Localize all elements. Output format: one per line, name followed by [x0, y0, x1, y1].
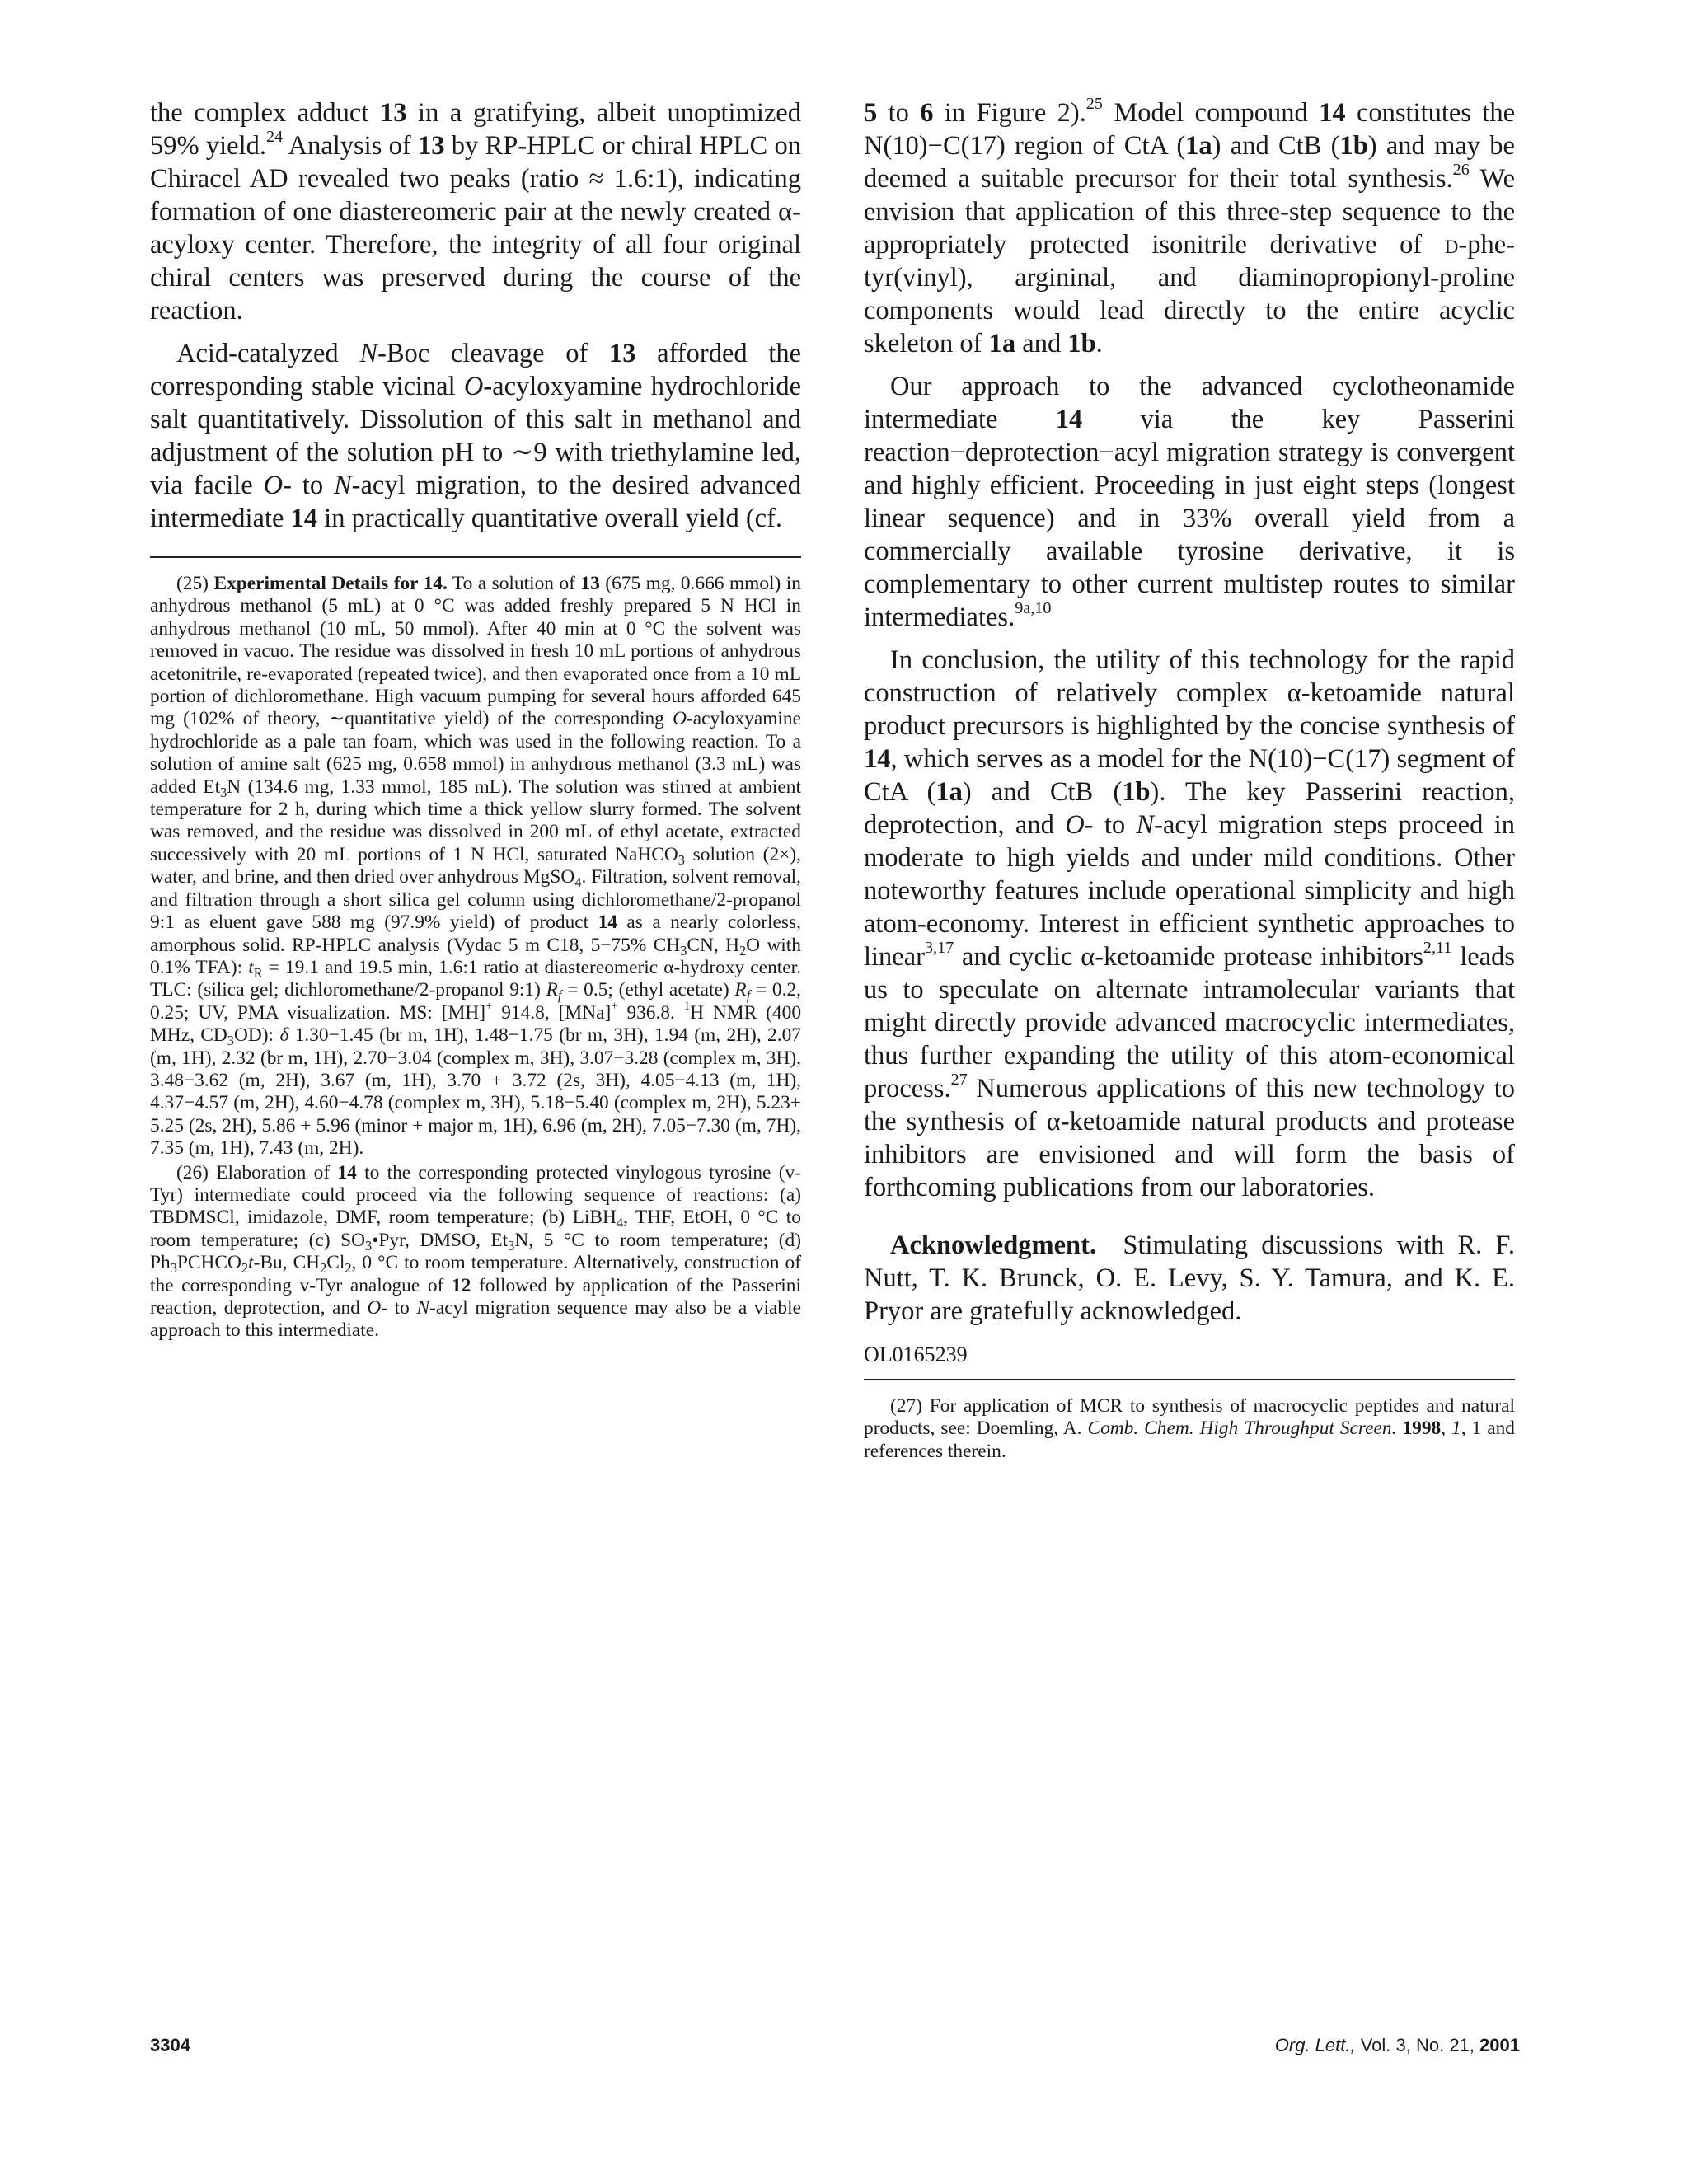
footnote-rule: [864, 1379, 1515, 1380]
left-column: [150, 96, 801, 1343]
body-paragraph: Acid-catalyzed N-Boc cleavage of 13 afforded the corresponding stable vicinal O-acyloxyamine hydrochloride salt quantitatively. Dissolution of this salt in methanol and adjustment of the solution pH to ∼9 with triethylamine led, via facile O- to N-acyl migration, to the desired advanced intermediate 14 in practically quantitative overall yield (cf.: [150, 339, 802, 533]
footnote-25: (25) Experimental Details for 14. To a solution of 13 (675 mg, 0.666 mmol) in anhydrous methanol (5 mL) at 0 °C was added freshly prepared 5 N HCl in anhydrous methanol (10 mL, 50 mmol). After 40 min at 0 °C the solvent was removed in vacuo. The residue was dissolved in fresh 10 mL portions of anhydrous acetonitrile, re-evaporated (repeated twice), and then evaporated once from a 10 mL portion of dichloromethane. High vacuum pumping for several hours afforded 645 mg (102% of theory, ∼quantitative yield) of the corresponding O-acyloxyamine hydrochloride as a pale tan foam, which was used in the following reaction. To a solution of amine salt (625 mg, 0.658 mmol) in anhydrous methanol (3.3 mL) was added $Et_3N$ (134.6 mg, 1.33 mmol, 185 mL). The solution was stirred at ambient temperature for 2 h, during which time a thick yellow slurry formed. The solvent was removed, and the residue was dissolved in 200 mL of ethyl acetate, extracted successively with 20 mL portions of 1 N HCl, saturated NaHCO$_3$ solution (2×), water, and brine, and then dried over anhydrous MgSO$_4$. Filtration, solvent removal, and filtration through a short silica gel column using dichloromethane/2-propanol 9:1 as eluent gave 588 mg (97.9% yield) of product 14 as a nearly colorless, amorphous solid. RP-HPLC analysis (Vydac 5 m C18, 5−75% $CH_3CN$, $H_2O$ with 0.1% TFA): $t_R = 19.1$ and 19.5 min, 1.6:1 ratio at diastereomeric α-hydroxy center. TLC: (silica gel; dichloromethane/2-propanol 9:1) $R_f = 0.5$; (ethyl acetate) $R_f = 0.2$, 0.25; UV, PMA visualization. MS: [MH]+ 914.8, [MNa]+ 936.8. $^1$H NMR (400 MHz, $CD_3OD$): δ 1.30−1.45 (br m, 1H), 1.48−1.75 (br m, 3H), 1.94 (m, 2H), 2.07 (m, 1H), 2.32 (br m, 1H), 2.70−3.04 (complex m, 3H), 3.07−3.28 (complex m, 3H), 3.48−3.62 (m, 2H), 3.67 (m, 1H), 3.70 + 3.72 (2s, 3H), 4.05−4.13 (m, 1H), 4.37−4.57 (m, 2H), 4.60−4.78 (complex m, 3H), 5.18−5.40 (complex m, 2H), 5.23+ 5.25 (2s, 2H), 5.86 + 5.96 (minor + major m, 1H), 6.96 (m, 2H), 7.05−7.30 (m, 7H), 7.35 (m, 1H), 7.43 (m, 2H).: [150, 573, 802, 1160]
body-paragraph: the complex adduct 13 in a gratifying, albeit unoptimized 59% yield.$^{24}$ Analysis of 13 by RP-HPLC or chiral HPLC on Chiracel AD revealed two peaks (ratio ≈ 1.6:1), indicating formation of one diastereomeric pair at the newly created α-acyloxy center. Therefore, the integrity of all four original chiral centers was preserved during the course of the reaction.: [150, 98, 801, 326]
manuscript-code: OL0165239: [864, 1343, 968, 1366]
page-number: 3304: [150, 2035, 190, 2055]
body-paragraph: Our approach to the advanced cyclotheonamide intermediate 14 via the key Passerini reaction−deprotection−acyl migration strategy is convergent and highly efficient. Proceeding in just eight steps (longest linear sequence) and in 33% overall yield from a commercially available tyrosine derivative, it is complementary to other current multistep routes to similar intermediates.$^{9a,10}$: [864, 372, 1516, 632]
body-paragraph: 5 to 6 in Figure 2).$^{25}$ Model compound 14 constitutes the N(10)−C(17) region of CtA (1a) and CtB (1b) and may be deemed a suitable precursor for their total synthesis.$^{26}$ We envision that application of this three-step sequence to the appropriately protected isonitrile derivative of d-phe-tyr(vinyl), argininal, and diaminopropionyl-proline components would lead directly to the entire acyclic skeleton of 1a and 1b.: [864, 94, 1516, 359]
footnote-27: (27) For application of MCR to synthesis of macrocyclic peptides and natural products, see: Doemling, A. Comb. Chem. High Throughput Screen. 1998, 1, 1 and references therein.: [864, 1395, 1515, 1462]
journal-citation: Org. Lett., Vol. 3, No. 21, 2001: [1274, 2035, 1520, 2055]
right-column: [864, 96, 1515, 1463]
body-paragraph: In conclusion, the utility of this technology for the rapid construction of relatively complex α-ketoamide natural product precursors is highlighted by the concise synthesis of 14, which serves as a model for the N(10)−C(17) segment of CtA (1a) and CtB (1b). The key Passerini reaction, deprotection, and O- to N-acyl migration steps proceed in moderate to high yields and under mild conditions. Other noteworthy features include operational simplicity and high atom-economy. Interest in efficient synthetic approaches to linear$^{3,17}$ and cyclic α-ketoamide protease inhibitors$^{2,11}$ leads us to speculate on alternate intramolecular variants that might directly provide advanced macrocyclic intermediates, thus further expanding the utility of this atom-economical process.$^{27}$ Numerous applications of this new technology to the synthesis of α-ketoamide natural products and protease inhibitors are envisioned and will form the basis of forthcoming publications from our laboratories.: [864, 645, 1515, 1202]
footnote-26: (26) Elaboration of 14 to the corresponding protected vinylogous tyrosine (v-Tyr) intermediate could proceed via the following sequence of reactions: (a) TBDMSCl, imidazole, DMF, room temperature; (b) LiBH$_4$, THF, EtOH, 0 °C to room temperature; (c) $SO_3•Pyr$, DMSO, $Et_3N$, 5 °C to room temperature; (d) $Ph_3PCHCO_2t-Bu$, $CH_2Cl_2$, 0 °C to room temperature. Alternatively, construction of the corresponding v-Tyr analogue of 12 followed by application of the Passerini reaction, deprotection, and O- to N-acyl migration sequence may also be a viable approach to this intermediate.: [150, 1161, 802, 1342]
footnote-rule: [150, 556, 801, 558]
acknowledgment: Acknowledgment. Stimulating discussions with R. F. Nutt, T. K. Brunck, O. E. Levy, S. Y. Tamura, and K. E. Pryor are gratefully acknowledged.: [864, 1230, 1515, 1326]
